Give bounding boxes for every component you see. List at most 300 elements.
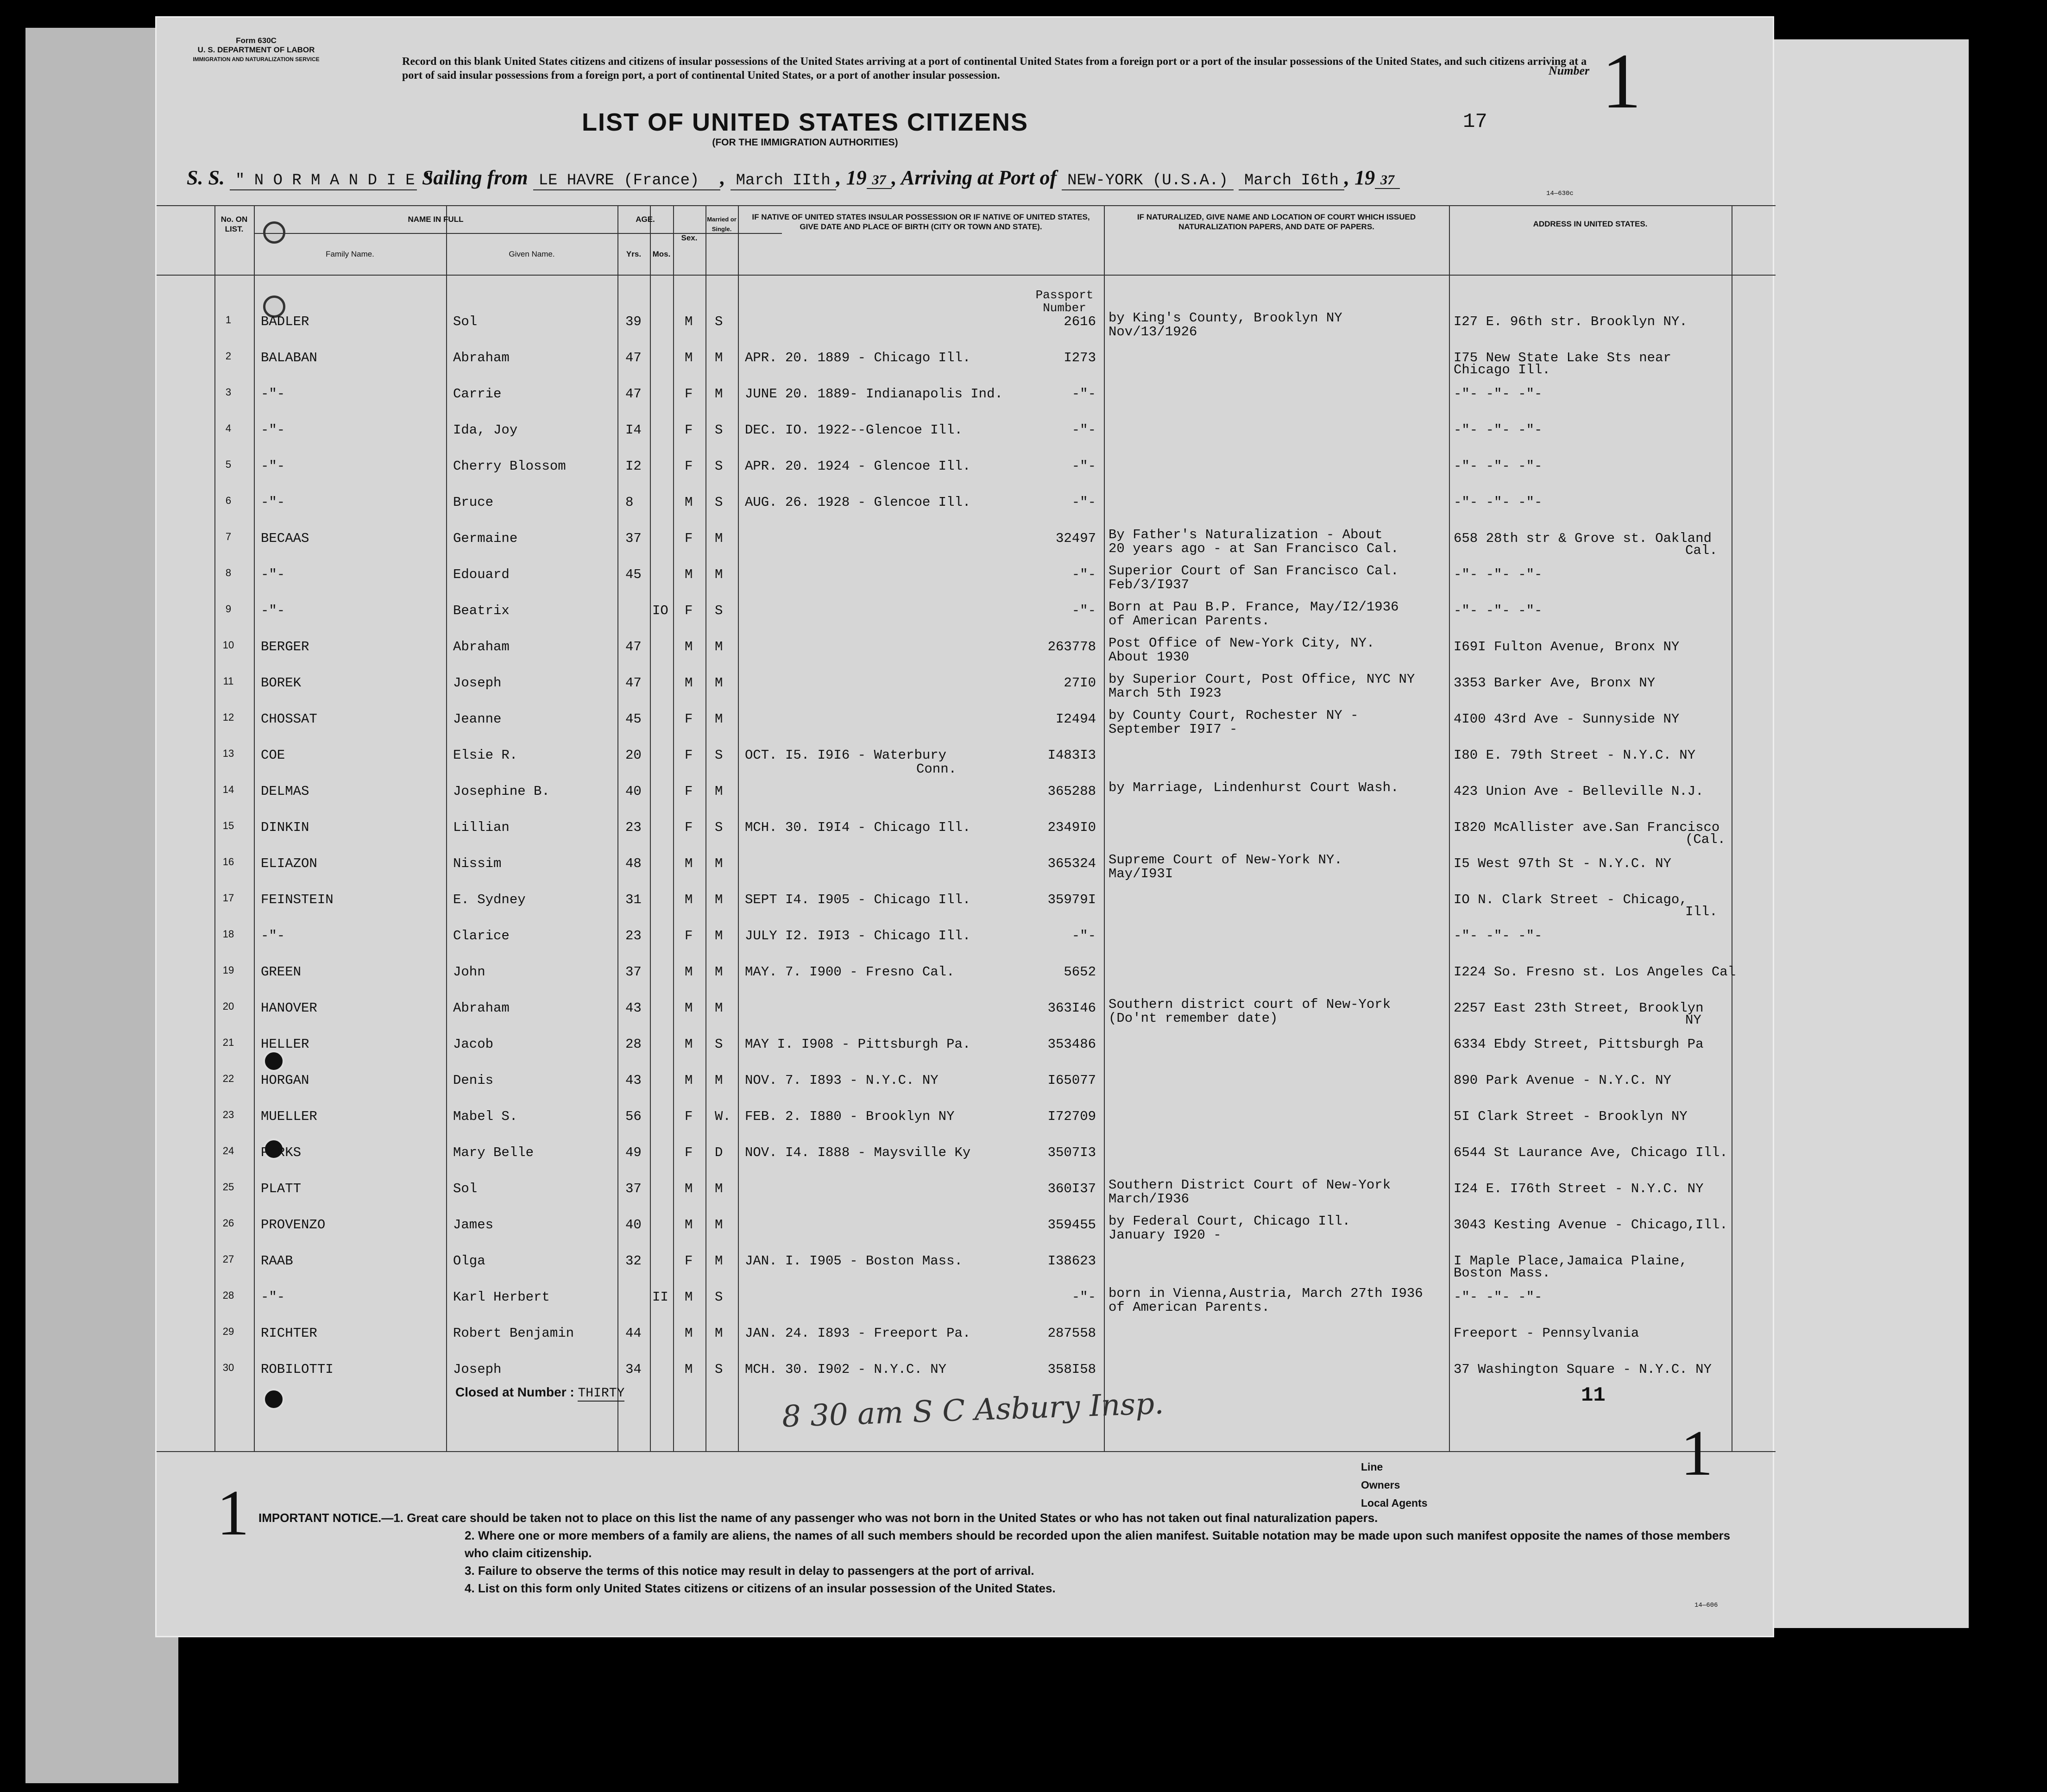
marital-status: S xyxy=(715,748,723,763)
passport-number: 27I0 xyxy=(1064,675,1096,691)
age-years: 43 xyxy=(625,1000,642,1016)
given-name: Beatrix xyxy=(453,603,510,618)
marital-status: M xyxy=(715,964,723,980)
age-years: 44 xyxy=(625,1326,642,1341)
family-name: CHOSSAT xyxy=(261,711,317,727)
preamble-text: Record on this blank United States citizens and citizens of insular possessions of the United States arriving at a port of continental United States from a foreign port or a port of the insular possessions of the United States, and such citizens arriving at a port of said insular possessions from a foreign port, a port of continental United States, or a port of another insular possession. xyxy=(402,56,1587,82)
birth-info: MAY. 7. I900 - Fresno Cal. xyxy=(745,964,955,980)
address-line-1: I80 E. 79th Street - N.Y.C. NY xyxy=(1454,748,1696,763)
row-number: 19 xyxy=(222,964,234,976)
age-years: 37 xyxy=(625,964,642,980)
family-name: BALABAN xyxy=(261,350,317,365)
age-years: 23 xyxy=(625,928,642,943)
form-reference xyxy=(187,36,326,64)
marital-status: S xyxy=(715,314,723,329)
header-given: Given Name. xyxy=(509,250,555,258)
family-name: PROVENZO xyxy=(261,1217,326,1232)
age-years: 39 xyxy=(625,314,642,329)
birth-info-line-2: Conn. xyxy=(916,761,957,777)
sex: F xyxy=(685,1253,693,1269)
sail-year: 37 xyxy=(867,172,892,189)
address-line-2: Ill. xyxy=(1685,904,1718,919)
address-line-1: -"- -"- -"- xyxy=(1454,567,1543,582)
arrival-year: 37 xyxy=(1375,172,1400,189)
sex: F xyxy=(685,459,693,474)
header-married: Married or Single. xyxy=(707,216,737,233)
naturalization-line-1: by County Court, Rochester NY - xyxy=(1109,708,1359,723)
age-years: 40 xyxy=(625,784,642,799)
address-line-1: 3353 Barker Ave, Bronx NY xyxy=(1454,675,1656,691)
table-row xyxy=(157,635,1776,675)
row-number: 5 xyxy=(225,459,232,470)
address-line-1: 2257 East 23th Street, Brooklyn xyxy=(1454,1000,1704,1016)
address-line-2: (Cal. xyxy=(1685,832,1726,847)
family-name: GREEN xyxy=(261,964,302,980)
table-rule xyxy=(157,1451,1776,1452)
family-name: BADLER xyxy=(261,314,309,329)
closed-label: Closed at Number : xyxy=(455,1385,574,1399)
passport-number: I72709 xyxy=(1047,1109,1096,1124)
address-line-1: -"- -"- -"- xyxy=(1454,495,1543,510)
sex: F xyxy=(685,1109,693,1124)
sex: F xyxy=(685,603,693,618)
age-months: IO xyxy=(652,603,668,618)
table-rule xyxy=(157,205,1776,206)
marital-status: M xyxy=(715,892,723,907)
passport-number: I2494 xyxy=(1055,711,1096,727)
address-line-2: Chicago Ill. xyxy=(1454,362,1550,377)
inspector-signature: 8 30 am S C Asbury Insp. xyxy=(781,1386,1165,1434)
given-name: Cherry Blossom xyxy=(453,459,566,474)
address-line-1: 658 28th str & Grove st. Oakland xyxy=(1454,531,1712,546)
family-name: BERGER xyxy=(261,639,309,654)
row-number: 3 xyxy=(225,386,232,398)
row-number: 9 xyxy=(225,603,232,615)
table-row xyxy=(157,892,1776,928)
row-number: 4 xyxy=(225,422,232,434)
marital-status: S xyxy=(715,820,723,835)
row-number: 14 xyxy=(222,784,234,795)
row-number: 29 xyxy=(222,1326,234,1337)
given-name: Edouard xyxy=(453,567,510,582)
given-name: Olga xyxy=(453,1253,485,1269)
naturalization-line-1: Supreme Court of New-York NY. xyxy=(1109,852,1342,868)
sex: M xyxy=(685,1217,693,1232)
passport-number: 365288 xyxy=(1047,784,1096,799)
address-line-1: Freeport - Pennsylvania xyxy=(1454,1326,1639,1341)
table-row xyxy=(157,1362,1776,1398)
notice-title: IMPORTANT NOTICE. xyxy=(258,1511,382,1525)
naturalization-line-1: Post Office of New-York City, NY. xyxy=(1109,635,1375,651)
address-line-1: I27 E. 96th str. Brooklyn NY. xyxy=(1454,314,1688,329)
row-number: 24 xyxy=(222,1145,234,1157)
passport-number: -"- xyxy=(1071,928,1096,943)
row-number: 7 xyxy=(225,531,232,542)
address-line-1: -"- -"- -"- xyxy=(1454,603,1543,618)
birth-info: JUNE 20. 1889- Indianapolis Ind. xyxy=(745,386,1003,402)
departure-port: LE HAVRE (France) xyxy=(533,172,720,190)
marital-status: M xyxy=(715,928,723,943)
birth-info: AUG. 26. 1928 - Glencoe Ill. xyxy=(745,495,971,510)
given-name: Mary Belle xyxy=(453,1145,534,1160)
naturalization-line-1: by Federal Court, Chicago Ill. xyxy=(1109,1214,1351,1229)
address-line-1: I24 E. I76th Street - N.Y.C. NY xyxy=(1454,1181,1704,1196)
closed-at-number xyxy=(455,1385,624,1401)
address-line-2: NY xyxy=(1685,1012,1701,1028)
family-name: ROBILOTTI xyxy=(261,1362,334,1377)
ship-name: " N O R M A N D I E " xyxy=(230,172,417,190)
age-years: 48 xyxy=(625,856,642,871)
marital-status: S xyxy=(715,1289,723,1305)
passport-number: -"- xyxy=(1071,567,1096,582)
family-name: -"- xyxy=(261,495,285,510)
given-name: Germaine xyxy=(453,531,518,546)
naturalization-line-2: March/I936 xyxy=(1109,1191,1190,1207)
age-years: 56 xyxy=(625,1109,642,1124)
marital-status: M xyxy=(715,639,723,654)
birth-info: JAN. 24. I893 - Freeport Pa. xyxy=(745,1326,971,1341)
row-number: 13 xyxy=(222,748,234,759)
age-years: 40 xyxy=(625,1217,642,1232)
table-row xyxy=(157,422,1776,459)
naturalization-line-1: by Superior Court, Post Office, NYC NY xyxy=(1109,672,1415,687)
big-mark-left: 1 xyxy=(217,1477,249,1549)
header-mos: Mos. xyxy=(652,250,671,258)
age-years: 37 xyxy=(625,1181,642,1196)
owners-label: Owners xyxy=(1361,1479,1400,1491)
marital-status: M xyxy=(715,386,723,402)
birth-info: SEPT I4. I905 - Chicago Ill. xyxy=(745,892,971,907)
passport-number: 2616 xyxy=(1064,314,1096,329)
arrival-year-prefix: 19 xyxy=(1354,166,1375,189)
marital-status: D xyxy=(715,1145,723,1160)
table-row xyxy=(157,459,1776,495)
age-years: 47 xyxy=(625,639,642,654)
given-name: Abraham xyxy=(453,639,510,654)
table-row xyxy=(157,310,1776,350)
given-name: James xyxy=(453,1217,494,1232)
age-years: 47 xyxy=(625,386,642,402)
marital-status: M xyxy=(715,856,723,871)
sex: M xyxy=(685,1181,693,1196)
passport-number: 360I37 xyxy=(1047,1181,1096,1196)
sex: M xyxy=(685,314,693,329)
passport-number: 263778 xyxy=(1047,639,1096,654)
sex: F xyxy=(685,386,693,402)
marital-status: S xyxy=(715,603,723,618)
big-mark-right: 1 xyxy=(1681,1417,1713,1489)
sex: F xyxy=(685,1145,693,1160)
address-line-1: 890 Park Avenue - N.Y.C. NY xyxy=(1454,1073,1671,1088)
sailing-label: Sailing from xyxy=(422,166,528,189)
naturalization-line-1: By Father's Naturalization - About xyxy=(1109,527,1383,542)
passport-number: -"- xyxy=(1071,459,1096,474)
table-row xyxy=(157,997,1776,1037)
table-row xyxy=(157,386,1776,422)
family-name: -"- xyxy=(261,386,285,402)
family-name: ELIAZON xyxy=(261,856,317,871)
marital-status: M xyxy=(715,711,723,727)
row-count-mark: 11 xyxy=(1581,1384,1606,1407)
number-value: 1 xyxy=(1602,38,1641,125)
row-number: 26 xyxy=(222,1217,234,1229)
page-subtitle: (FOR THE IMMIGRATION AUTHORITIES) xyxy=(712,137,898,148)
table-row xyxy=(157,1145,1776,1181)
birth-info: MAY I. I908 - Pittsburgh Pa. xyxy=(745,1037,971,1052)
sex: M xyxy=(685,675,693,691)
header-age: AGE. xyxy=(636,215,655,224)
marital-status: M xyxy=(715,1217,723,1232)
age-years: I4 xyxy=(625,422,642,438)
back-sheet-right xyxy=(1760,39,1969,1628)
row-number: 2 xyxy=(225,350,232,362)
sex: M xyxy=(685,495,693,510)
header-birth: IF NATIVE OF UNITED STATES INSULAR POSSESSION OR IF NATIVE OF UNITED STATES, GIVE DATE AND PLACE OF BIRTH (CITY OR TOWN AND STATE). xyxy=(752,213,1090,231)
sex: F xyxy=(685,928,693,943)
age-years: I2 xyxy=(625,459,642,474)
header-passport: Passport Number xyxy=(1035,288,1094,315)
marital-status: M xyxy=(715,675,723,691)
marital-status: S xyxy=(715,422,723,438)
age-years: 45 xyxy=(625,567,642,582)
sex: F xyxy=(685,422,693,438)
arrival-port: NEW-YORK (U.S.A.) xyxy=(1062,172,1234,190)
given-name: Lillian xyxy=(453,820,510,835)
table-row xyxy=(157,672,1776,711)
age-years: 47 xyxy=(625,675,642,691)
table-row xyxy=(157,780,1776,820)
birth-info: APR. 20. 1889 - Chicago Ill. xyxy=(745,350,971,365)
given-name: Bruce xyxy=(453,495,494,510)
marital-status: M xyxy=(715,531,723,546)
row-number: 25 xyxy=(222,1181,234,1193)
given-name: Joseph xyxy=(453,675,502,691)
passport-number: 35979I xyxy=(1047,892,1096,907)
passport-number: -"- xyxy=(1071,603,1096,618)
address-line-1: -"- -"- -"- xyxy=(1454,1289,1543,1305)
address-line-1: IO N. Clark Street - Chicago, xyxy=(1454,892,1688,907)
given-name: Ida, Joy xyxy=(453,422,518,438)
age-years: 47 xyxy=(625,350,642,365)
naturalization-line-1: Born at Pau B.P. France, May/I2/1936 xyxy=(1109,599,1399,615)
given-name: John xyxy=(453,964,485,980)
table-row xyxy=(157,1109,1776,1145)
family-name: RAAB xyxy=(261,1253,293,1269)
marital-status: W. xyxy=(715,1109,731,1124)
naturalization-line-2: 20 years ago - at San Francisco Cal. xyxy=(1109,541,1399,556)
manifest-table xyxy=(157,205,1776,1451)
family-name: HANOVER xyxy=(261,1000,317,1016)
row-number: 8 xyxy=(225,567,232,578)
marital-status: M xyxy=(715,1073,723,1088)
birth-info: NOV. 7. I893 - N.Y.C. NY xyxy=(745,1073,938,1088)
naturalization-line-1: Southern District Court of New-York xyxy=(1109,1177,1391,1193)
naturalization-line-2: March 5th I923 xyxy=(1109,685,1222,701)
family-name: MUELLER xyxy=(261,1109,317,1124)
sex: F xyxy=(685,748,693,763)
sex: F xyxy=(685,711,693,727)
naturalization-line-2: May/I93I xyxy=(1109,866,1173,881)
table-row xyxy=(157,1073,1776,1109)
naturalization-line-2: of American Parents. xyxy=(1109,613,1270,629)
passport-number: 32497 xyxy=(1055,531,1096,546)
family-name: HORGAN xyxy=(261,1073,309,1088)
sex: M xyxy=(685,964,693,980)
voyage-line: S. S. " N O R M A N D I E " Sailing from LE HAVRE (France) , March IIth , 19 37 , Arriving at Port of NEW-YORK (U.S.A.) March I6th , 19 37 xyxy=(187,166,1715,190)
address-line-1: -"- -"- -"- xyxy=(1454,386,1543,402)
given-name: Robert Benjamin xyxy=(453,1326,574,1341)
row-number: 10 xyxy=(222,639,234,651)
sex: M xyxy=(685,892,693,907)
family-name: COE xyxy=(261,748,285,763)
header-yrs: Yrs. xyxy=(626,250,642,258)
passport-number: 3507I3 xyxy=(1047,1145,1096,1160)
marital-status: M xyxy=(715,1181,723,1196)
given-name: Jeanne xyxy=(453,711,502,727)
notice-3: 3. Failure to observe the terms of this notice may result in delay to passengers at the port of arrival. xyxy=(465,1564,1034,1578)
sex: M xyxy=(685,350,693,365)
passport-number: I483I3 xyxy=(1047,748,1096,763)
given-name: Denis xyxy=(453,1073,494,1088)
passport-number: -"- xyxy=(1071,422,1096,438)
arriving-label: Arriving at Port of xyxy=(901,166,1057,189)
ss-label: S. S. xyxy=(187,166,225,189)
address-line-1: I224 So. Fresno st. Los Angeles Cal xyxy=(1454,964,1736,980)
table-rule xyxy=(157,275,1776,276)
passport-number: 287558 xyxy=(1047,1326,1096,1341)
passport-number: 5652 xyxy=(1064,964,1096,980)
page-number: 17 xyxy=(1463,110,1487,133)
row-number: 6 xyxy=(225,495,232,506)
given-name: Elsie R. xyxy=(453,748,518,763)
family-name: BOREK xyxy=(261,675,302,691)
naturalization-line-2: of American Parents. xyxy=(1109,1300,1270,1315)
address-line-1: 5I Clark Street - Brooklyn NY xyxy=(1454,1109,1688,1124)
given-name: Sol xyxy=(453,1181,478,1196)
manifest-page xyxy=(155,16,1774,1637)
sex: M xyxy=(685,1037,693,1052)
arrival-date: March I6th xyxy=(1239,172,1344,190)
table-row xyxy=(157,708,1776,748)
family-name: DELMAS xyxy=(261,784,309,799)
age-years: 37 xyxy=(625,531,642,546)
table-row xyxy=(157,1286,1776,1326)
family-name: BECAAS xyxy=(261,531,309,546)
sail-year-prefix: 19 xyxy=(846,166,867,189)
address-line-1: I75 New State Lake Sts near xyxy=(1454,350,1671,365)
given-name: Clarice xyxy=(453,928,510,943)
sex: F xyxy=(685,820,693,835)
notice-4: 4. List on this form only United States citizens or citizens of an insular possession of the United States. xyxy=(465,1581,1056,1595)
marital-status: M xyxy=(715,1326,723,1341)
sex: M xyxy=(685,1073,693,1088)
passport-number: I65077 xyxy=(1047,1073,1096,1088)
address-line-1: I820 McAllister ave.San Francisco xyxy=(1454,820,1720,835)
family-name: -"- xyxy=(261,459,285,474)
address-line-2: Boston Mass. xyxy=(1454,1265,1550,1281)
row-number: 12 xyxy=(222,711,234,723)
family-name: -"- xyxy=(261,603,285,618)
birth-info: FEB. 2. I880 - Brooklyn NY xyxy=(745,1109,955,1124)
naturalization-line-2: (Do'nt remember date) xyxy=(1109,1011,1278,1026)
given-name: Abraham xyxy=(453,350,510,365)
table-row xyxy=(157,563,1776,603)
naturalization-line-2: About 1930 xyxy=(1109,649,1190,665)
address-line-1: I Maple Place,Jamaica Plaine, xyxy=(1454,1253,1688,1269)
row-number: 17 xyxy=(222,892,234,904)
address-line-1: 3043 Kesting Avenue - Chicago,Ill. xyxy=(1454,1217,1728,1232)
naturalization-line-2: January I920 - xyxy=(1109,1227,1222,1243)
table-row xyxy=(157,495,1776,531)
header-no: No. ON LIST. xyxy=(220,215,248,233)
passport-number: 358I58 xyxy=(1047,1362,1096,1377)
row-number: 30 xyxy=(222,1362,234,1373)
age-years: 28 xyxy=(625,1037,642,1052)
passport-number: 363I46 xyxy=(1047,1000,1096,1016)
marital-status: M xyxy=(715,784,723,799)
row-number: 22 xyxy=(222,1073,234,1084)
birth-info: JULY I2. I9I3 - Chicago Ill. xyxy=(745,928,971,943)
given-name: Sol xyxy=(453,314,478,329)
age-years: 49 xyxy=(625,1145,642,1160)
age-years: 45 xyxy=(625,711,642,727)
family-name: -"- xyxy=(261,422,285,438)
notice-line-1 xyxy=(221,1509,1750,1527)
address-line-1: 6334 Ebdy Street, Pittsburgh Pa xyxy=(1454,1037,1704,1052)
row-number: 1 xyxy=(225,314,232,326)
address-line-1: -"- -"- -"- xyxy=(1454,422,1543,438)
family-name: -"- xyxy=(261,1289,285,1305)
table-row xyxy=(157,928,1776,964)
address-line-1: I69I Fulton Avenue, Bronx NY xyxy=(1454,639,1680,654)
family-name: DINKIN xyxy=(261,820,309,835)
service: IMMIGRATION AND NATURALIZATION SERVICE xyxy=(193,56,320,63)
family-name: PLATT xyxy=(261,1181,302,1196)
birth-info: OCT. I5. I9I6 - Waterbury xyxy=(745,748,947,763)
given-name: Carrie xyxy=(453,386,502,402)
page-title: LIST OF UNITED STATES CITIZENS xyxy=(582,108,1028,136)
sex: F xyxy=(685,531,693,546)
family-name: FEINSTEIN xyxy=(261,892,334,907)
passport-number: -"- xyxy=(1071,386,1096,402)
sex: M xyxy=(685,1000,693,1016)
table-row xyxy=(157,527,1776,567)
sex: M xyxy=(685,1326,693,1341)
age-years: 43 xyxy=(625,1073,642,1088)
given-name: Jacob xyxy=(453,1037,494,1052)
sex: M xyxy=(685,1289,693,1305)
address-line-1: 4I00 43rd Ave - Sunnyside NY xyxy=(1454,711,1680,727)
number-label: Number xyxy=(1549,64,1590,77)
family-name: RICHTER xyxy=(261,1326,317,1341)
table-row xyxy=(157,1253,1776,1289)
passport-number: -"- xyxy=(1071,495,1096,510)
sail-date: March IIth xyxy=(731,172,836,190)
row-number: 16 xyxy=(222,856,234,868)
family-name: PARKS xyxy=(261,1145,302,1160)
marital-status: S xyxy=(715,1362,723,1377)
family-name: -"- xyxy=(261,928,285,943)
row-number: 28 xyxy=(222,1289,234,1301)
age-years: 31 xyxy=(625,892,642,907)
naturalization-line-1: Southern district court of New-York xyxy=(1109,997,1391,1012)
marital-status: M xyxy=(715,350,723,365)
sex: F xyxy=(685,784,693,799)
table-row xyxy=(157,350,1776,386)
table-row xyxy=(157,964,1776,1000)
given-name: Mabel S. xyxy=(453,1109,518,1124)
family-name: HELLER xyxy=(261,1037,309,1052)
